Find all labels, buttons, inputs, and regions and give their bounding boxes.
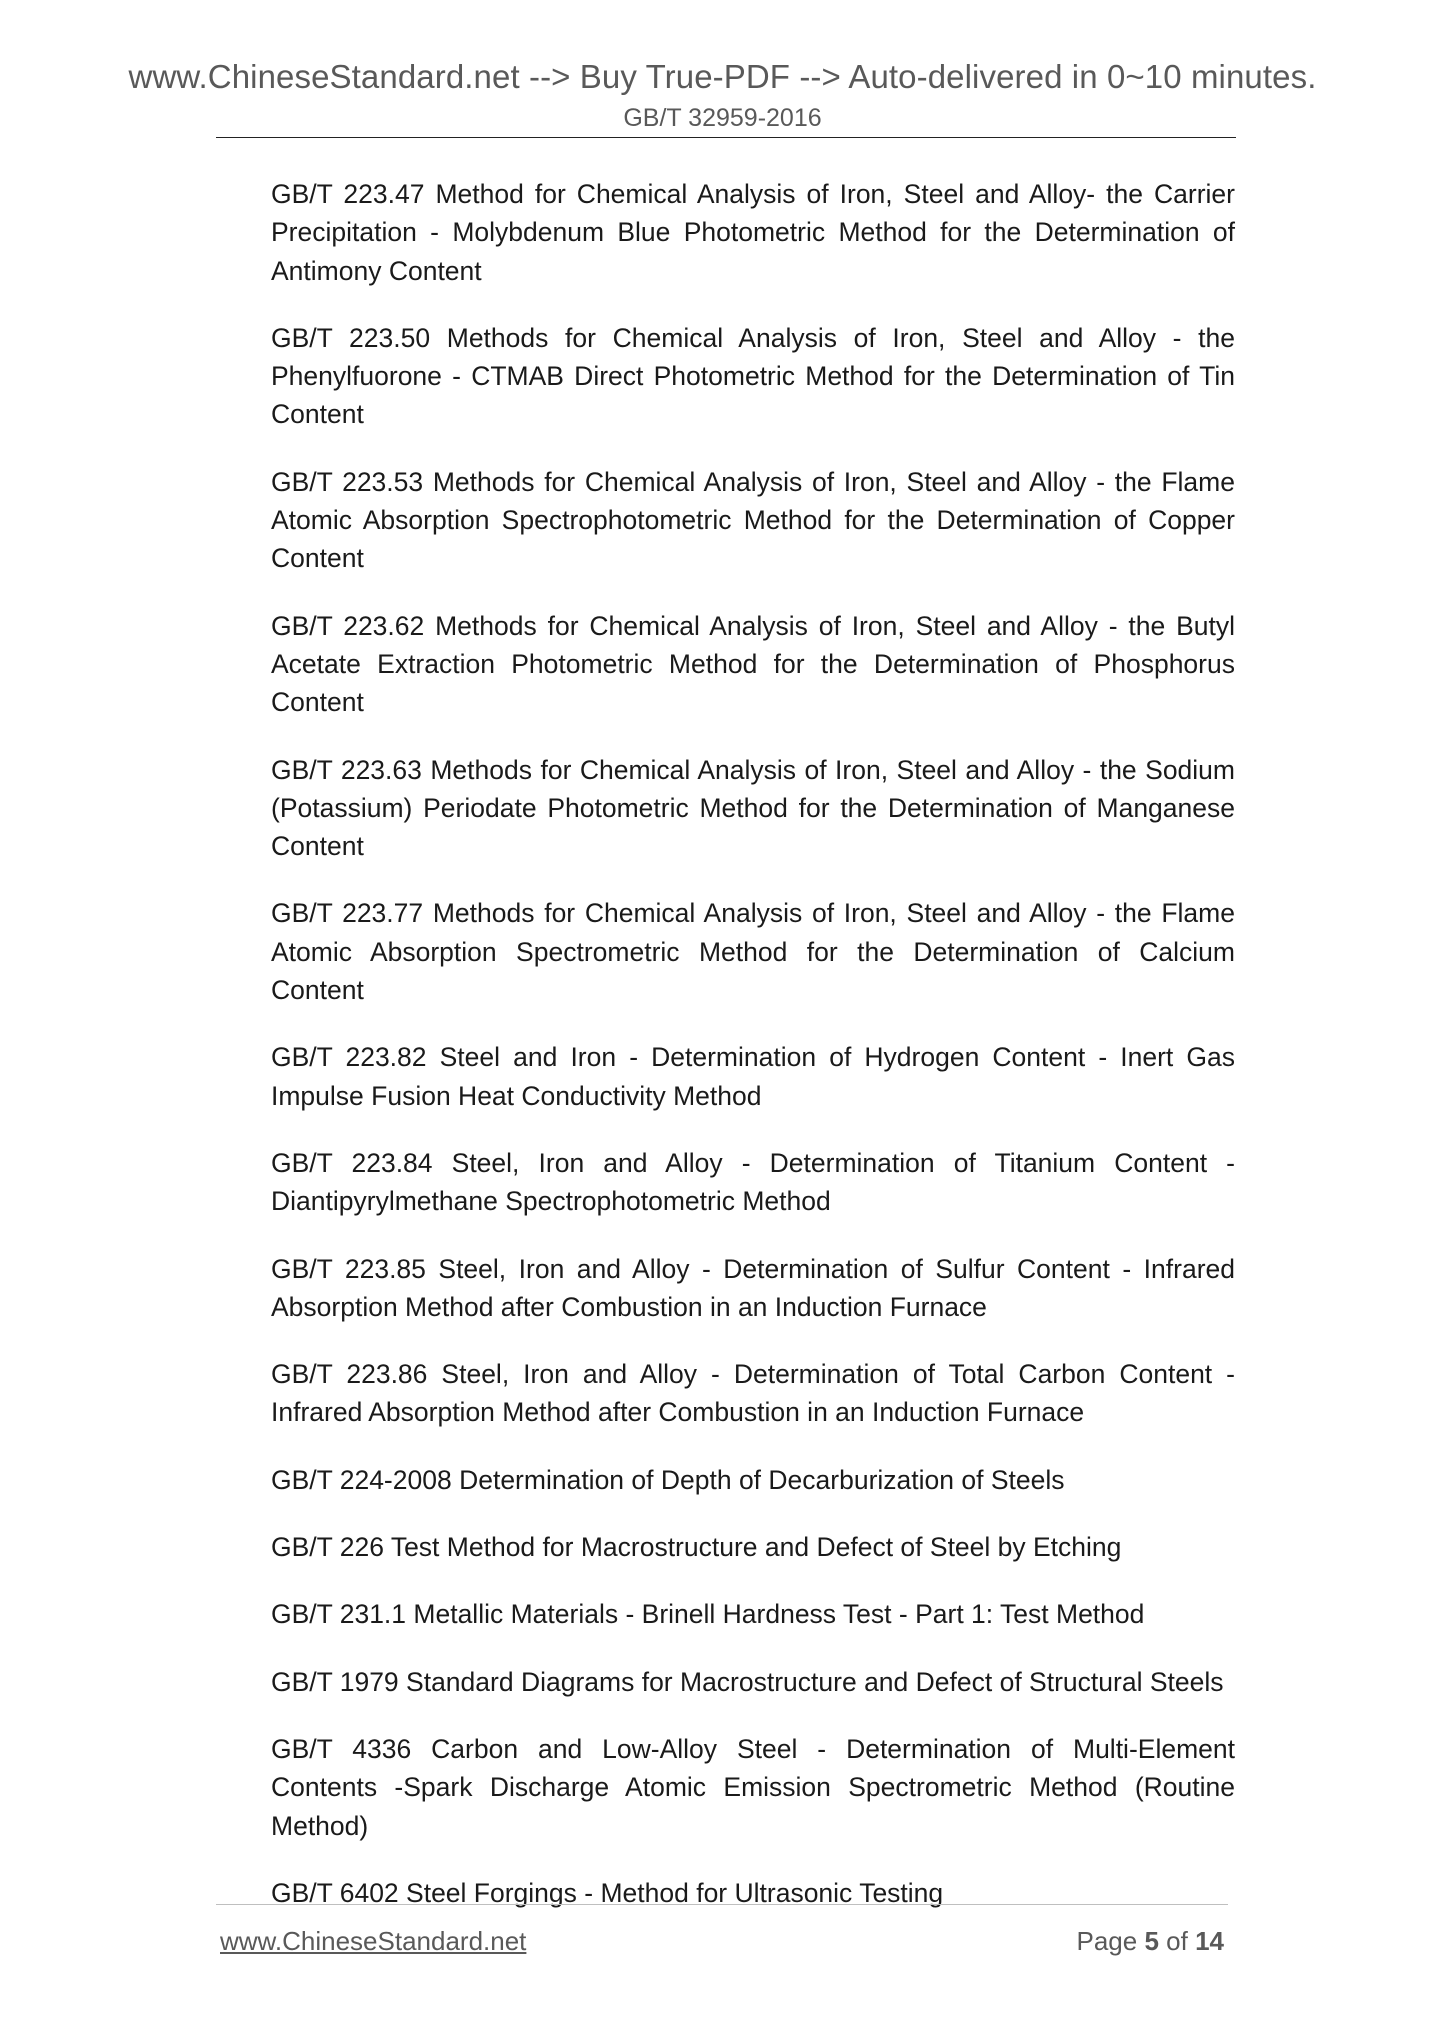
reference-item: GB/T 223.50 Methods for Chemical Analysis of Iron, Steel and Alloy - the Phenylfuorone - CTMAB Direct Photometric Method for the Determination of Tin Content	[271, 322, 1235, 430]
page-current: 5	[1144, 1926, 1159, 1956]
reference-item: GB/T 223.84 Steel, Iron and Alloy - Determination of Titanium Content - Diantipyrylmethane Spectrophotometric Method	[271, 1147, 1235, 1217]
reference-item: GB/T 1979 Standard Diagrams for Macrostructure and Defect of Structural Steels	[271, 1666, 1224, 1697]
reference-item: GB/T 6402 Steel Forgings - Method for Ultrasonic Testing	[271, 1877, 944, 1908]
document-code: GB/T 32959-2016	[623, 104, 822, 132]
reference-item: GB/T 223.85 Steel, Iron and Alloy - Determination of Sulfur Content - Infrared Absorption Method after Combustion in an Induction Furnace	[271, 1253, 1235, 1322]
normative-references-list	[271, 175, 1235, 1912]
reference-item: GB/T 223.82 Steel and Iron - Determination of Hydrogen Content - Inert Gas Impulse Fusion Heat Conductivity Method	[271, 1042, 1235, 1111]
header-divider	[216, 137, 1236, 138]
reference-item: GB/T 224-2008 Determination of Depth of Decarburization of Steels	[271, 1464, 1065, 1495]
reference-item: GB/T 231.1 Metallic Materials - Brinell Hardness Test - Part 1: Test Method	[271, 1599, 1145, 1630]
reference-item: GB/T 223.53 Methods for Chemical Analysis of Iron, Steel and Alloy - the Flame Atomic Absorption Spectrophotometric Method for the Determination of Copper Content	[271, 466, 1235, 574]
reference-item: GB/T 223.62 Methods for Chemical Analysis of Iron, Steel and Alloy - the Butyl Acetate Extraction Photometric Method for the Determination of Phosphorus Content	[271, 610, 1235, 718]
reference-item: GB/T 223.47 Method for Chemical Analysis of Iron, Steel and Alloy- the Carrier Precipitation - Molybdenum Blue Photometric Method for the Determination of Antimony Content	[271, 179, 1235, 286]
reference-item: GB/T 226 Test Method for Macrostructure and Defect of Steel by Etching	[271, 1532, 1122, 1563]
top-banner: www.ChineseStandard.net --> Buy True-PDF --> Auto-delivered in 0~10 minutes.	[128, 58, 1317, 95]
reference-item: GB/T 4336 Carbon and Low-Alloy Steel - Determination of Multi-Element Contents -Spark Discharge Atomic Emission Spectrometric Method (Routine Method)	[271, 1733, 1235, 1841]
page-indicator	[1076, 1926, 1224, 1957]
page-of: of	[1166, 1926, 1188, 1956]
page-prefix: Page	[1076, 1926, 1138, 1956]
reference-item: GB/T 223.77 Methods for Chemical Analysis of Iron, Steel and Alloy - the Flame Atomic Absorption Spectrometric Method for the Determination of Calcium Content	[271, 898, 1235, 1006]
reference-item: GB/T 223.86 Steel, Iron and Alloy - Determination of Total Carbon Content - Infrared Absorption Method after Combustion in an Induction Furnace	[271, 1359, 1235, 1428]
reference-item: GB/T 223.63 Methods for Chemical Analysis of Iron, Steel and Alloy - the Sodium (Potassium) Periodate Photometric Method for the Determination of Manganese Content	[271, 754, 1235, 862]
footer-divider	[216, 1904, 1228, 1905]
page-total: 14	[1195, 1926, 1224, 1956]
footer-site-link[interactable]: www.ChineseStandard.net	[220, 1926, 527, 1956]
